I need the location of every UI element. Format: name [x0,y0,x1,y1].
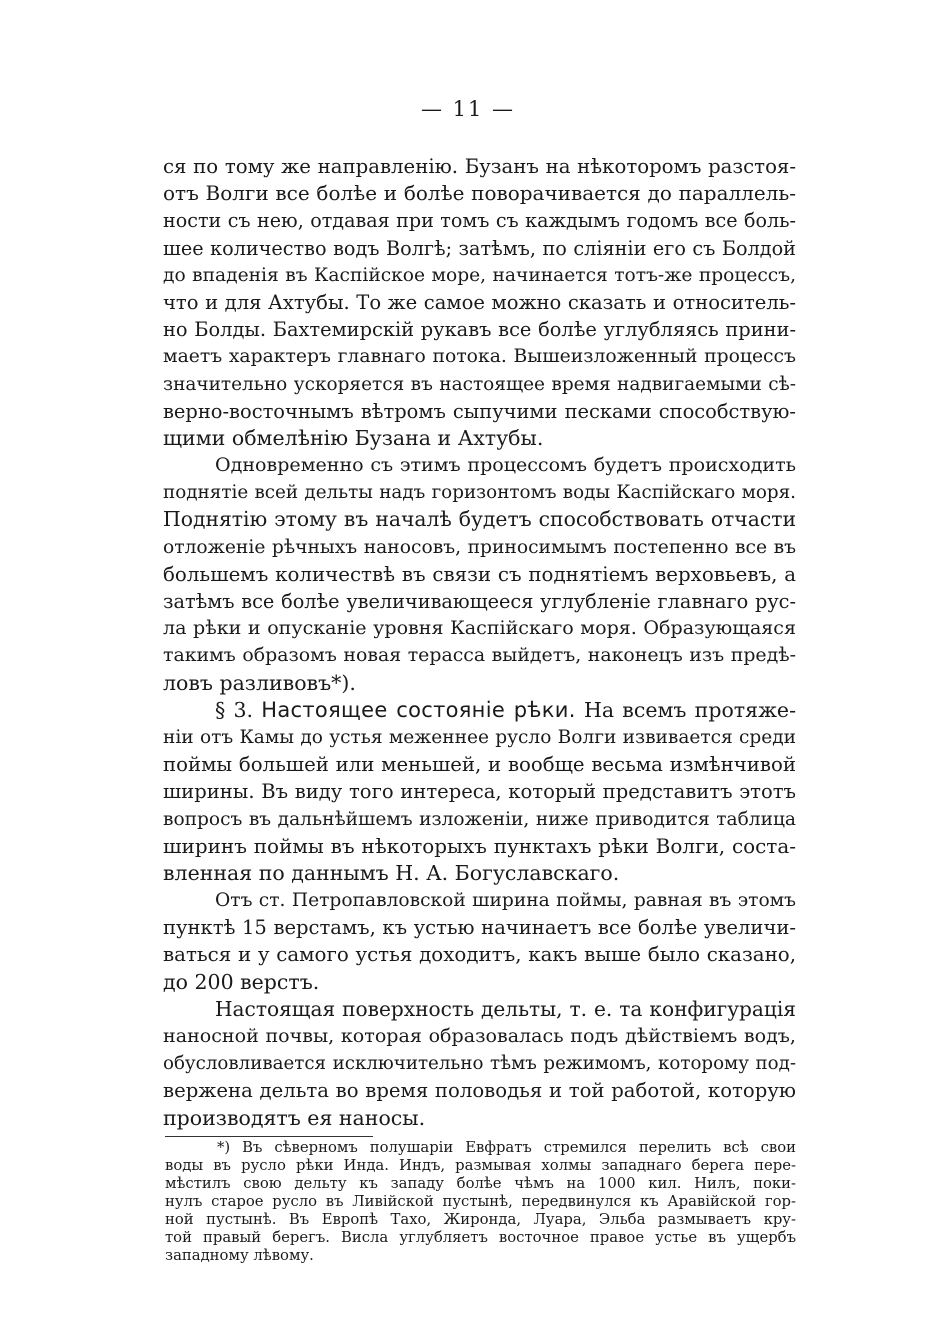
text-line: ла рѣки и опусканіе уровня Каспійскаго моря. Образующаяся [163,617,796,640]
text-line: наносной почвы, которая образовалась подъ дѣйствіемъ водъ, [163,1025,796,1047]
text-line: но Болды. Бахтемирскій рукавъ все болѣе углубляясь прини- [163,318,796,342]
footnote [165,1139,796,1265]
footnote-line: той правый берегъ. Висла углубляетъ восточное правое устье въ ущербъ [165,1229,796,1246]
text-line: ширинъ поймы въ нѣкоторыхъ пунктахъ рѣки Волги, соста- [163,833,796,858]
text-line: большемъ количествѣ въ связи съ поднятіемъ верховьевъ, а [163,562,796,586]
section-heading-line: § 3. Настоящее состояніе рѣки. На всемъ протяже- [215,697,796,722]
text-line: вержена дельта во время половодья и той работой, которую [163,1079,796,1103]
text-line: ности съ нею, отдавая при томъ съ каждымъ годомъ все боль- [163,209,796,233]
footnote-line: мѣстилъ свою дельту къ западу болѣе чѣмъ на 1000 кил. Нилъ, поки- [165,1175,796,1192]
text-line: пунктѣ 15 верстамъ, къ устью начинаетъ все болѣе увеличи- [163,916,796,940]
text-line: Одновременно съ этимъ процессомъ будетъ происходить [215,454,796,477]
page-number-header: — 11 — [420,97,516,121]
text-line: поймы большей или меньшей, и вообще весьма измѣнчивой [163,753,796,777]
text-line: до впаденія въ Каспійское море, начинается тотъ-же процессъ, [163,264,796,286]
text-line: вопросъ въ дальнѣйшемъ изложеніи, ниже приводится таблица [163,808,796,830]
text-line: маетъ характеръ главнаго потока. Вышеизложенный процессъ [163,346,796,368]
footnote-line: ной пустынѣ. Въ Европѣ Тахо, Жиронда, Луара, Эльба размываетъ кру- [165,1211,796,1228]
main-text [163,153,796,1132]
text-line: верно-восточнымъ вѣтромъ сыпучими песками способствую- [163,399,796,423]
section-title: Настоящее состояніе рѣки. [261,697,576,722]
footnote-line: западному лѣвому. [165,1247,314,1264]
footnote-divider [165,1136,373,1137]
text-line: Настоящая поверхность дельты, т. е. та конфигурація [215,996,796,1021]
footnote-line: воды въ русло рѣки Инда. Индъ, размывая холмы западнаго берега пере- [165,1157,796,1174]
text-line: до 200 верстъ. [163,969,320,994]
text-line: ваться и у самого устья доходитъ, какъ выше было сказано, [163,943,796,967]
text-line: вленная по даннымъ Н. А. Богуславскаго. [163,860,620,885]
text-line: отложеніе рѣчныхъ наносовъ, приносимымъ постепенно все въ [163,536,796,558]
text-line: что и для Ахтубы. То же самое можно сказать и относитель- [163,290,796,314]
text-line: обусловливается исключительно тѣмъ режимомъ, которому под- [163,1053,796,1075]
text-line: отъ Волги все болѣе и болѣе поворачивается до параллель- [163,181,796,206]
text-line: такимъ образомъ новая терасса выйдетъ, наконецъ изъ предѣ- [163,644,796,667]
text-line: ширины. Въ виду того интереса, который представитъ этотъ [163,780,796,804]
text-line: ся по тому же направленію. Бузанъ на нѣкоторомъ разстоя- [163,155,796,178]
text-line: ловъ разливовъ*). [163,670,356,695]
text-line: щими обмелѣнію Бузана и Ахтубы. [163,425,544,450]
text-line: Поднятію этому въ началѣ будетъ способствовать отчасти [163,507,796,532]
text-line: Отъ ст. Петропавловской ширина поймы, равная въ этомъ [215,890,796,912]
text-line: поднятіе всей дельты надъ горизонтомъ воды Каспійскаго моря. [163,482,796,504]
footnote-line: *) Въ сѣверномъ полушаріи Евфратъ стремился перелить всѣ свои [217,1139,796,1156]
text-line: шее количество водъ Волгѣ; затѣмъ, по сліяніи его съ Болдой [163,236,796,260]
text-line: производятъ ея наносы. [163,1105,426,1130]
footnote-line: нулъ старое русло въ Ливійской пустынѣ, передвинулся къ Аравійской гор- [165,1193,796,1210]
text-line: затѣмъ все болѣе увеличивающееся углубленіе главнаго рус- [163,590,796,613]
text-line: ніи отъ Камы до устья меженнее русло Волги извивается среди [163,726,796,748]
text-line: значительно ускоряется въ настоящее время надвигаемыми сѣ- [163,373,796,395]
